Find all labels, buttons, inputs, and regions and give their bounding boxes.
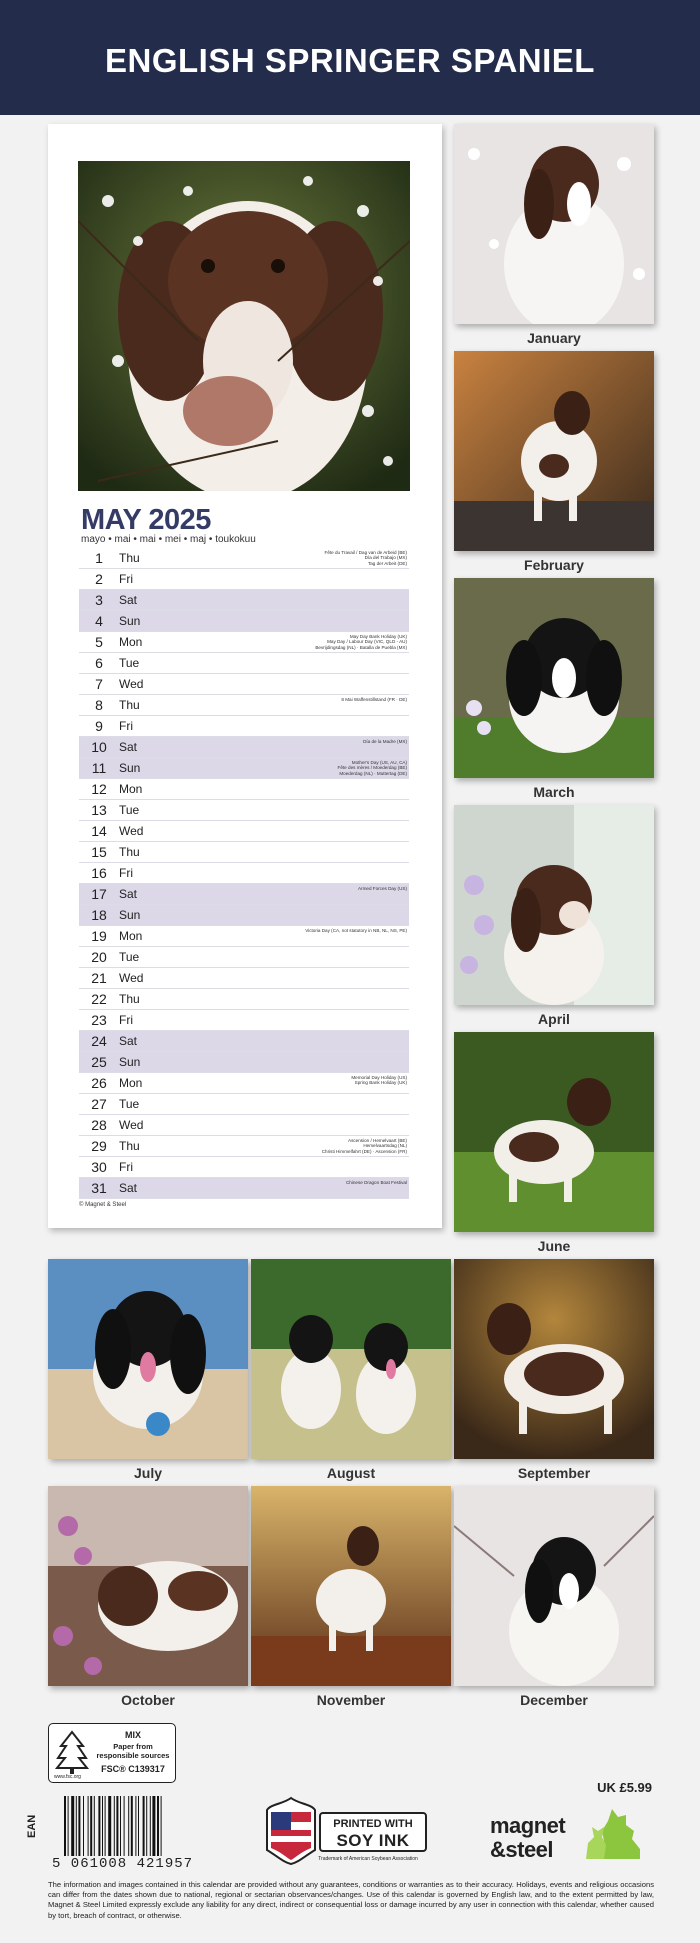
photo-november xyxy=(251,1486,451,1686)
photo-december xyxy=(454,1486,654,1686)
weekday: Sun xyxy=(119,1055,141,1069)
weekday: Sun xyxy=(119,761,141,775)
photo-february xyxy=(454,351,654,551)
label-september: September xyxy=(517,1465,591,1481)
calendar-row xyxy=(79,1031,409,1052)
calendar-row xyxy=(79,548,409,569)
weekday: Tue xyxy=(119,803,140,817)
barcode-digits: 5 061008 421957 xyxy=(52,1856,194,1872)
photo-august xyxy=(251,1259,451,1459)
calendar-row xyxy=(79,989,409,1010)
day-number: 26 xyxy=(91,1075,107,1091)
calendar-row xyxy=(79,590,409,611)
calendar-row xyxy=(79,926,409,947)
holiday-note: Memorial Day Holiday (US) Spring Bank Holiday (UK) xyxy=(351,1075,407,1086)
weekday: Fri xyxy=(119,1013,133,1027)
calendar-row xyxy=(79,800,409,821)
calendar-row xyxy=(79,968,409,989)
day-number: 11 xyxy=(91,760,107,776)
weekday: Sat xyxy=(119,1034,138,1048)
fsc-paper-line2: responsible sources xyxy=(96,1751,170,1760)
holiday-note: Armed Forces Day (US) xyxy=(357,886,407,891)
weekday: Sat xyxy=(119,740,138,754)
holiday-note: Ascension / Hemelvaart (BE) Hemelvaartsdag (NL) Christi Himmelfahrt (DE) · Ascension (FR) xyxy=(321,1138,407,1154)
day-number: 24 xyxy=(91,1033,107,1049)
holiday-note: 8 Mai Waffenstillstand (FR · DE) xyxy=(341,697,407,702)
day-number: 27 xyxy=(91,1096,107,1112)
soy-line2: SOY INK xyxy=(336,1831,410,1850)
label-november: November xyxy=(316,1692,386,1708)
soy-line1: PRINTED WITH xyxy=(333,1818,413,1830)
ean-label: EAN xyxy=(26,1814,38,1838)
day-number: 29 xyxy=(91,1138,107,1154)
day-number: 19 xyxy=(91,928,107,944)
day-number: 1 xyxy=(95,550,103,566)
magnet-steel-logo xyxy=(490,1805,655,1865)
fsc-code: FSC® C139317 xyxy=(101,1764,165,1774)
photo-september xyxy=(454,1259,654,1459)
header-banner xyxy=(0,0,700,115)
day-number: 28 xyxy=(91,1117,107,1133)
weekday: Tue xyxy=(119,950,140,964)
calendar-row xyxy=(79,884,409,905)
calendar-sheet xyxy=(48,124,442,1228)
brand-line2: &steel xyxy=(490,1837,554,1862)
main-dog-photo xyxy=(78,161,410,491)
weekday: Wed xyxy=(119,677,144,691)
weekday: Thu xyxy=(119,845,140,859)
fsc-paper-line1: Paper from xyxy=(113,1742,153,1751)
weekday: Thu xyxy=(119,1139,140,1153)
fsc-site: www.fsc.org xyxy=(54,1774,81,1780)
day-number: 21 xyxy=(91,970,107,986)
calendar-row xyxy=(79,1073,409,1094)
calendar-row xyxy=(79,1052,409,1073)
page-title: ENGLISH SPRINGER SPANIEL xyxy=(105,41,595,79)
day-number: 25 xyxy=(91,1054,107,1070)
day-number: 9 xyxy=(95,718,103,734)
weekday: Wed xyxy=(119,824,144,838)
weekday: Mon xyxy=(119,1076,143,1090)
calendar-row xyxy=(79,611,409,632)
weekday: Thu xyxy=(119,551,140,565)
calendar-row xyxy=(79,632,409,653)
label-march: March xyxy=(533,784,575,800)
weekday: Tue xyxy=(119,656,140,670)
day-number: 7 xyxy=(95,676,103,692)
legal-disclaimer: The information and images contained in this calendar are provided without any guarantees, conditions or warranties as to their accuracy. Holidays, events and religious occasions can differ from the dates shown due to national, regional or sectarian observances/changes. Use of this calendar is governed by English law, and to the extent permitted by law, Magnet & Steel Limited expressly exclude any liability for any direct, indirect or consequential loss or damage incurred by any user in connection with this calendar, whether caused by tort, breach of contract, or otherwise. xyxy=(48,1880,654,1920)
day-number: 31 xyxy=(91,1180,107,1196)
photo-october xyxy=(48,1486,248,1686)
holiday-note: May Day Bank Holiday (UK) May Day / Labour Day (VIC, QLD - AU) Bevrijdingsdag (NL) · Batalla de Puebla (MX) xyxy=(315,634,407,650)
day-number: 6 xyxy=(95,655,103,671)
weekday: Thu xyxy=(119,992,140,1006)
calendar-row xyxy=(79,716,409,737)
day-number: 30 xyxy=(91,1159,107,1175)
weekday: Sun xyxy=(119,614,141,628)
calendar-row xyxy=(79,653,409,674)
label-january: January xyxy=(527,330,581,346)
soy-ink-logo xyxy=(265,1796,430,1868)
day-number: 22 xyxy=(91,991,107,1007)
photo-march xyxy=(454,578,654,778)
weekday: Fri xyxy=(119,1160,133,1174)
photo-july xyxy=(48,1259,248,1459)
day-number: 5 xyxy=(95,634,103,650)
label-june: June xyxy=(537,1238,571,1254)
calendar-row xyxy=(79,674,409,695)
weekday: Mon xyxy=(119,782,143,796)
weekday: Fri xyxy=(119,719,133,733)
fsc-logo xyxy=(48,1723,176,1783)
calendar-row xyxy=(79,1178,409,1199)
calendar-row xyxy=(79,1010,409,1031)
day-number: 3 xyxy=(95,592,103,608)
label-july: July xyxy=(133,1465,162,1481)
day-number: 18 xyxy=(91,907,107,923)
weekday: Sat xyxy=(119,1181,138,1195)
photo-june xyxy=(454,1032,654,1232)
day-number: 23 xyxy=(91,1012,107,1028)
weekday: Mon xyxy=(119,929,143,943)
month-translations: mayo • mai • mai • mei • maj • toukokuu xyxy=(81,534,256,545)
calendar-row xyxy=(79,905,409,926)
label-december: December xyxy=(520,1692,588,1708)
day-number: 8 xyxy=(95,697,103,713)
month-title: MAY 2025 xyxy=(81,504,211,536)
holiday-note: Mother's Day (US, AU, CA) Fête des mères / Moederdag (BE) Moederdag (NL) · Muttertag (DE) xyxy=(337,760,407,776)
price: UK £5.99 xyxy=(597,1780,652,1795)
calendar-row xyxy=(79,1157,409,1178)
fsc-tree-icon xyxy=(53,1728,91,1778)
day-number: 12 xyxy=(91,781,107,797)
label-february: February xyxy=(524,557,584,573)
weekday: Fri xyxy=(119,866,133,880)
weekday: Sat xyxy=(119,593,138,607)
weekday: Wed xyxy=(119,971,144,985)
calendar-row xyxy=(79,947,409,968)
weekday: Sat xyxy=(119,887,138,901)
day-number: 20 xyxy=(91,949,107,965)
photo-january xyxy=(454,124,654,324)
day-number: 4 xyxy=(95,613,103,629)
holiday-note: Chinese Dragon Boat Festival xyxy=(345,1180,407,1185)
copyright: © Magnet & Steel xyxy=(79,1202,127,1208)
weekday: Tue xyxy=(119,1097,140,1111)
weekday: Mon xyxy=(119,635,143,649)
label-april: April xyxy=(538,1011,570,1027)
day-number: 16 xyxy=(91,865,107,881)
barcode xyxy=(64,1796,198,1856)
day-number: 15 xyxy=(91,844,107,860)
dog-cat-icon xyxy=(582,1805,644,1861)
day-number: 17 xyxy=(91,886,107,902)
calendar-row xyxy=(79,779,409,800)
calendar-row xyxy=(79,758,409,779)
soy-trademark: Trademark of American Soybean Association xyxy=(318,1856,418,1862)
calendar-row xyxy=(79,1136,409,1157)
holiday-note: Victoria Day (CA, not statutory in NB, NL, NS, PE) xyxy=(305,928,407,933)
day-number: 14 xyxy=(91,823,107,839)
label-august: August xyxy=(326,1465,376,1481)
calendar-grid xyxy=(79,548,409,1199)
weekday: Wed xyxy=(119,1118,144,1132)
day-number: 13 xyxy=(91,802,107,818)
weekday: Sun xyxy=(119,908,141,922)
calendar-row xyxy=(79,569,409,590)
calendar-row xyxy=(79,842,409,863)
calendar-row xyxy=(79,1094,409,1115)
holiday-note: Día de la Madre (MX) xyxy=(363,739,407,744)
weekday: Thu xyxy=(119,698,140,712)
soy-ink-box xyxy=(319,1812,427,1852)
label-october: October xyxy=(121,1692,175,1708)
brand-line1: magnet xyxy=(490,1813,566,1838)
day-number: 10 xyxy=(91,739,107,755)
calendar-row xyxy=(79,821,409,842)
calendar-row xyxy=(79,1115,409,1136)
day-number: 2 xyxy=(95,571,103,587)
holiday-note: Fête du Travail / Dag van de Arbeid (BE) Día del Trabajo (MX) Tag der Arbeit (DE) xyxy=(324,550,407,566)
photo-april xyxy=(454,805,654,1005)
calendar-row xyxy=(79,737,409,758)
calendar-row xyxy=(79,695,409,716)
calendar-row xyxy=(79,863,409,884)
weekday: Fri xyxy=(119,572,133,586)
fsc-mix: MIX xyxy=(124,1730,141,1740)
